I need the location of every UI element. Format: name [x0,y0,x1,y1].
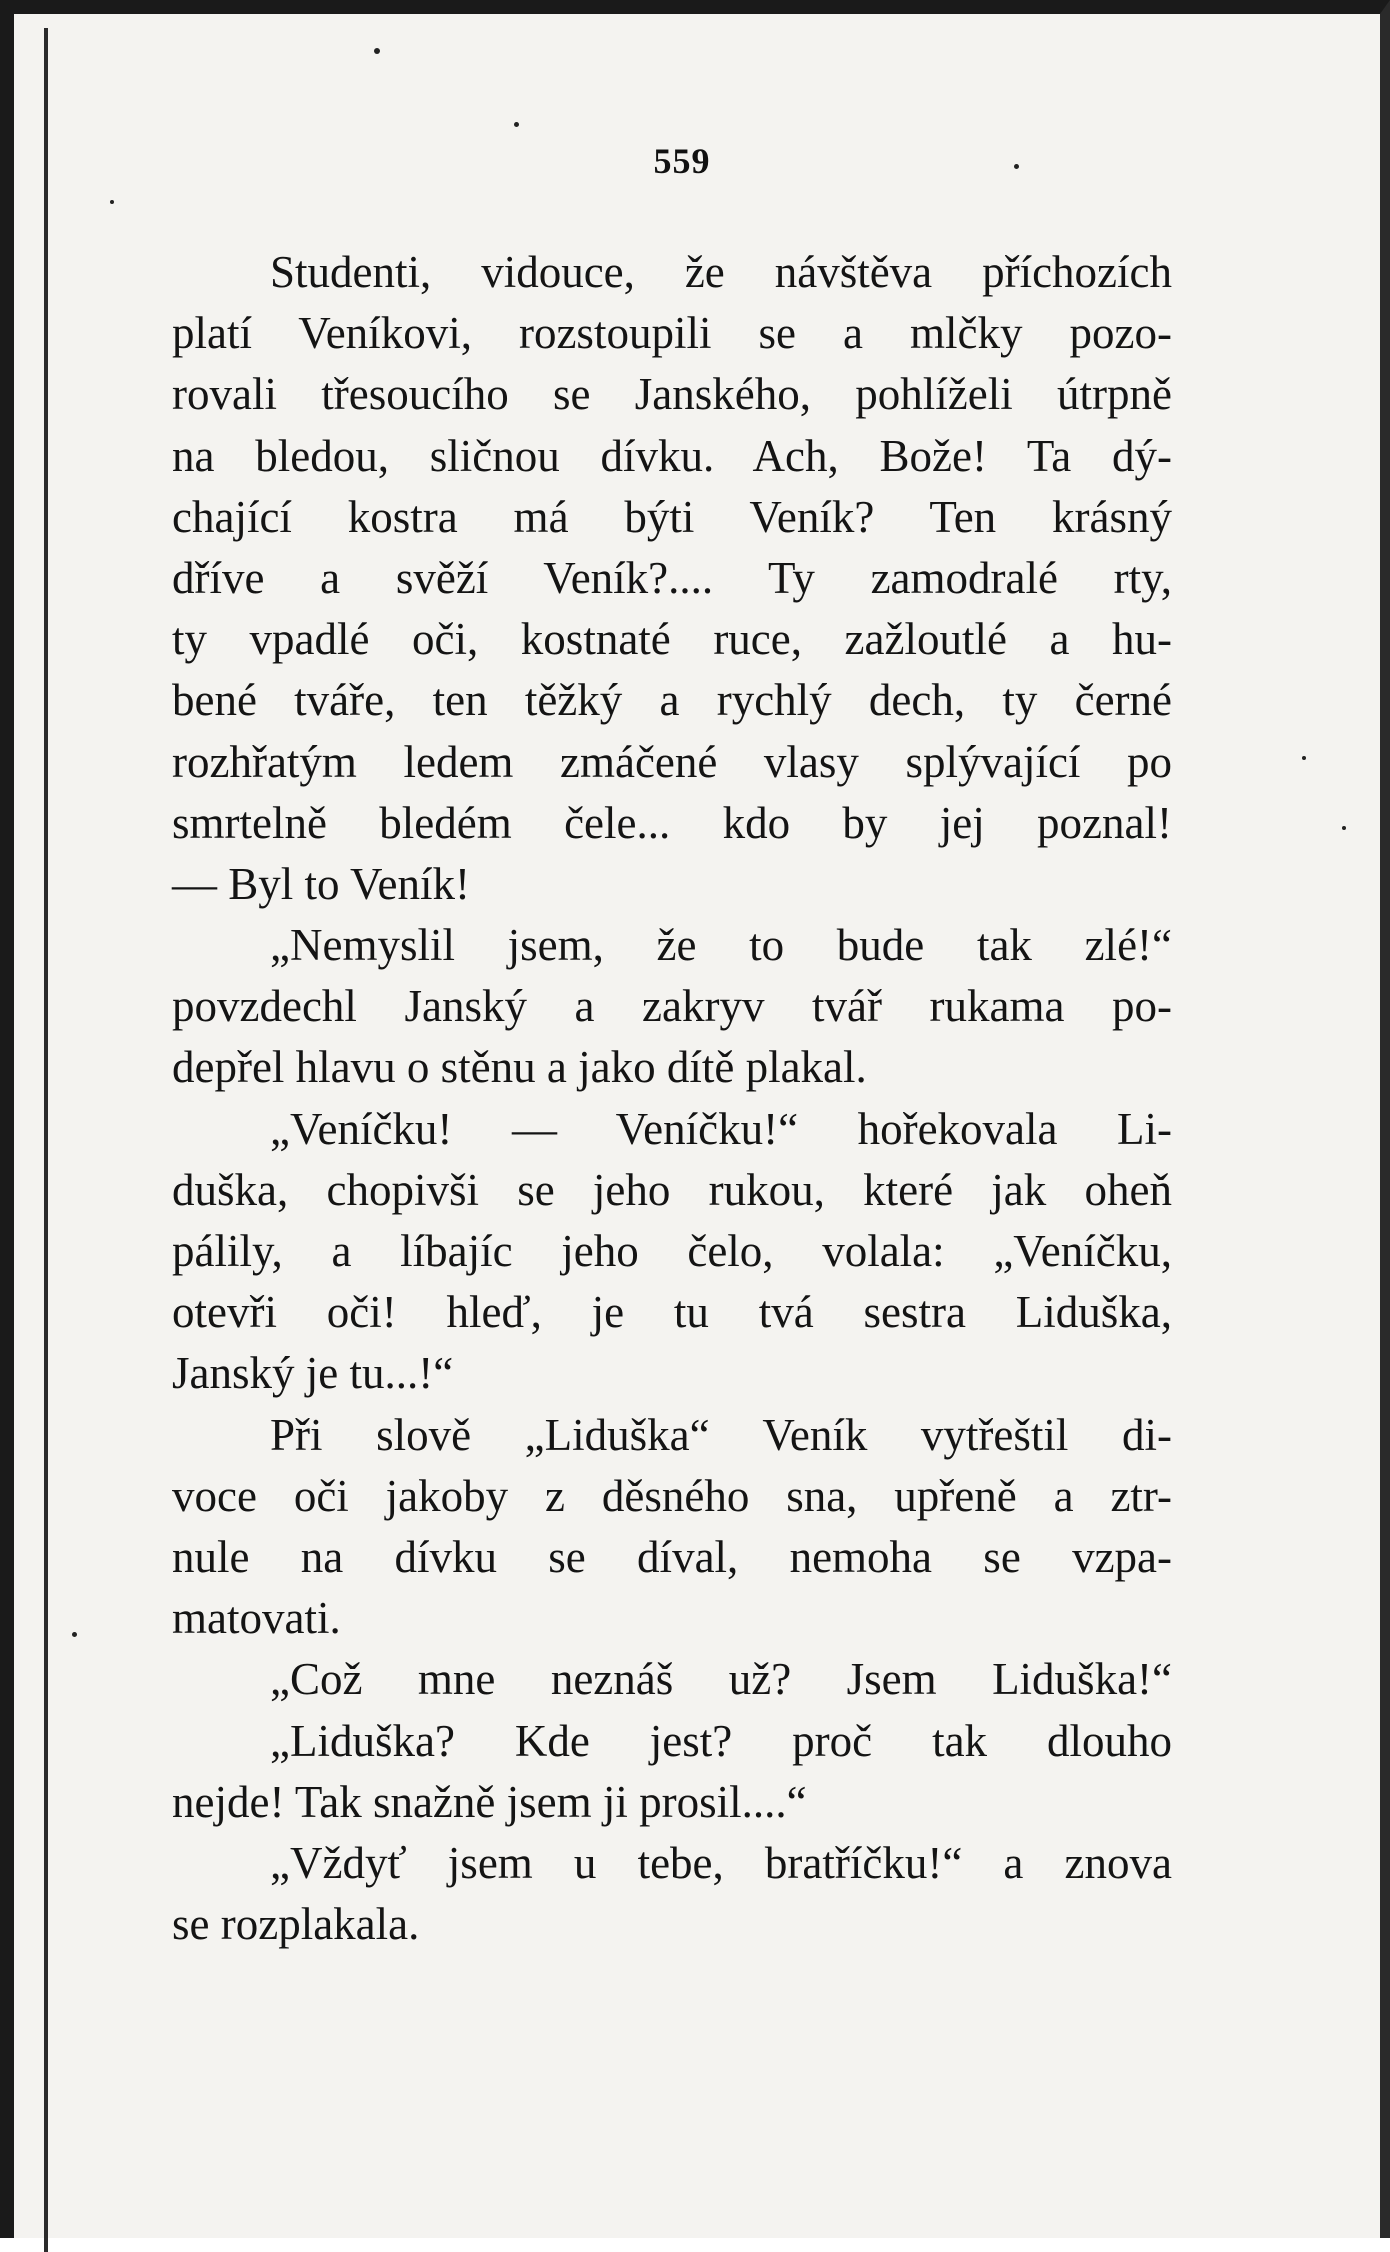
text-line: bené tváře, ten těžký a rychlý dech, ty černé [172,675,1172,726]
text-line: „Což mne neznáš už? Jsem Liduška!“ [270,1654,1172,1705]
text-line: rovali třesoucího se Janského, pohlíželi útrpně [172,369,1172,420]
text-line: nejde! Tak snažně jsem ji prosil....“ [172,1776,807,1827]
text-line: dříve a svěží Veník?.... Ty zamodralé rty, [172,552,1172,603]
text-line: Studenti, vidouce, že návštěva příchozích [270,247,1172,297]
text-line: „Nemyslil jsem, že to bude tak zlé!“ [270,920,1172,971]
print-speck [1342,826,1346,830]
text-line: — Byl to Veník! [172,858,470,909]
print-speck [514,122,519,127]
text-line: voce oči jakoby z děsného sna, upřeně a ztr- [172,1470,1172,1521]
text-line: matovati. [172,1593,341,1644]
page-binding-edge [44,28,48,2252]
print-speck [374,48,380,54]
print-speck [110,200,114,204]
text-line: Janský je tu...!“ [172,1348,454,1399]
text-line: otevři oči! hleď, je tu tvá sestra Liduška, [172,1287,1172,1338]
page-number: 559 [653,141,711,181]
text-line: depřel hlavu o stěnu a jako dítě plakal. [172,1042,867,1093]
print-speck [72,1632,77,1637]
text-line: pálily, a líbajíc jeho čelo, volala: „Veníčku, [172,1226,1172,1276]
text-line: „Vždyť jsem u tebe, bratříčku!“ a znova [270,1837,1172,1888]
text-line: smrtelně bledém čele... kdo by jej poznal! [172,797,1172,848]
text-line: „Liduška? Kde jest? proč tak dlouho [270,1715,1172,1766]
text-line: chající kostra má býti Veník? Ten krásný [172,491,1172,542]
text-line: platí Veníkovi, rozstoupili se a mlčky pozo- [172,308,1172,359]
print-speck [1302,756,1306,760]
print-speck [1014,164,1019,169]
body-text [172,242,1172,1955]
text-line: Při slově „Liduška“ Veník vytřeštil di- [270,1409,1172,1460]
text-line: ty vpadlé oči, kostnaté ruce, zažloutlé a hu- [172,614,1172,665]
text-line: povzdechl Janský a zakryv tvář rukama po- [172,981,1172,1032]
text-line: nule na dívku se díval, nemoha se vzpa- [172,1531,1172,1582]
text-line: „Veníčku! — Veníčku!“ hořekovala Li- [270,1103,1172,1154]
text-line: se rozplakala. [172,1899,420,1950]
text-line: rozhřatým ledem zmáčené vlasy splývající po [172,736,1172,787]
text-line: duška, chopivši se jeho rukou, které jak oheň [172,1164,1172,1215]
text-line: na bledou, sličnou dívku. Ach, Bože! Ta dý- [172,430,1172,481]
